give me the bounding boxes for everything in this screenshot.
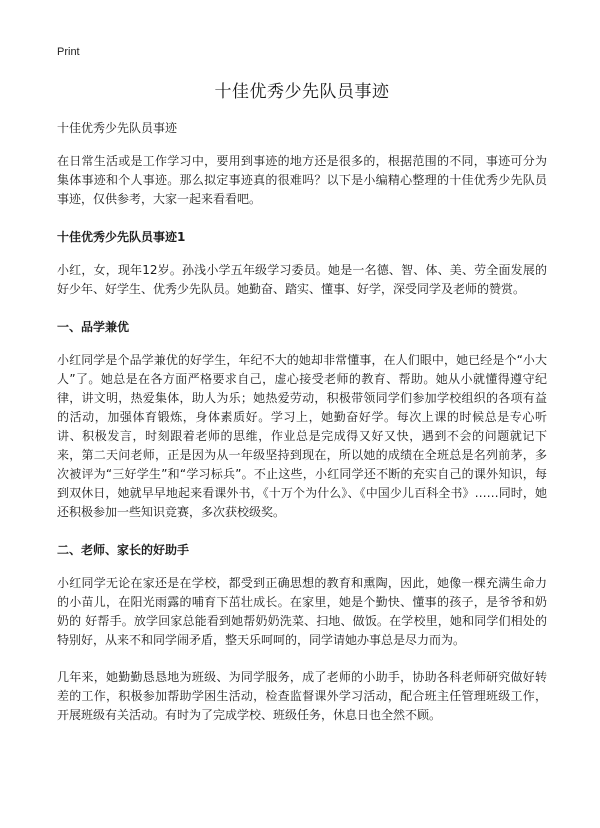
section-heading: 十佳优秀少先队员事迹1 <box>57 230 186 244</box>
part2-paragraph: 几年来，她勤勤恳恳地为班级、为同学服务，成了老师的小助手，协助各科老师研究做好转差的工作，积极参加帮助学困生活动，检查监督课外学习活动，配合班主任管理班级工作，开展班级有关活动。有时为了完成学校、班级任务，休息日也全然不顾。 <box>57 670 547 722</box>
part2-paragraph: 小红同学无论在家还是在学校，都受到正确思想的教育和熏陶，因此，她像一棵充满生命力的小苗儿，在阳光雨露的哺育下茁壮成长。在家里，她是个勤快、懂事的孩子，是爷爷和奶奶的 好帮手。放学回家总能看到她帮奶奶洗菜、扫地、做饭。在学校里，她和同学们相处的特别好，从来不和同学闹矛盾，整天乐呵呵的，同学请她办事总是尽力而为。 <box>57 576 547 647</box>
document-body <box>57 80 547 743</box>
part1-paragraph: 小红同学是个品学兼优的好学生，年纪不大的她却非常懂事，在人们眼中，她已经是个“小大人”了。她总是在各方面严格要求自己，虚心接受老师的教育、帮助。她从小就懂得遵守纪律，讲文明，热爱集体，助人为乐；她热爱劳动，积极带领同学们参加学校组织的各项有益的活动，加强体育锻炼，身体素质好。学习上，她勤奋好学。每次上课的时候总是专心听讲、积极发言，时刻跟着老师的思维，作业总是完成得又好又快，遇到不会的问题就记下来，第二天问老师，正是因为从一年级坚持到现在，所以她的成绩在全班总是名列前茅，多次被评为“三好学生”和“学习标兵”。不止这些，小红同学还不断的充实自己的课外知识，每到双休日，她就早早地起来看课外书，《十万个为什么》、《中国少儿百科全书》……同时，她还积极参加一些知识竞赛，多次获校级奖。 <box>57 353 547 519</box>
intro-paragraph: 在日常生活或是工作学习中，要用到事迹的地方还是很多的，根据范围的不同，事迹可分为集体事迹和个人事迹。那么拟定事迹真的很难吗？以下是小编精心整理的十佳优秀少先队员事迹，仅供参考，大家一起来看看吧。 <box>57 154 547 206</box>
part2-heading: 二、老师、家长的好助手 <box>57 543 190 557</box>
profile-paragraph: 小红，女，现年12岁。孙浅小学五年级学习委员。她是一名德、智、体、美、劳全面发展的好少年、好学生、优秀少先队员。她勤奋、踏实、懂事、好学，深受同学及老师的赞赏。 <box>57 263 547 296</box>
document-subtitle: 十佳优秀少先队员事迹 <box>57 121 178 135</box>
page-title: 十佳优秀少先队员事迹 <box>214 82 390 102</box>
print-link[interactable]: Print <box>57 46 80 58</box>
part1-heading: 一、品学兼优 <box>57 320 130 334</box>
